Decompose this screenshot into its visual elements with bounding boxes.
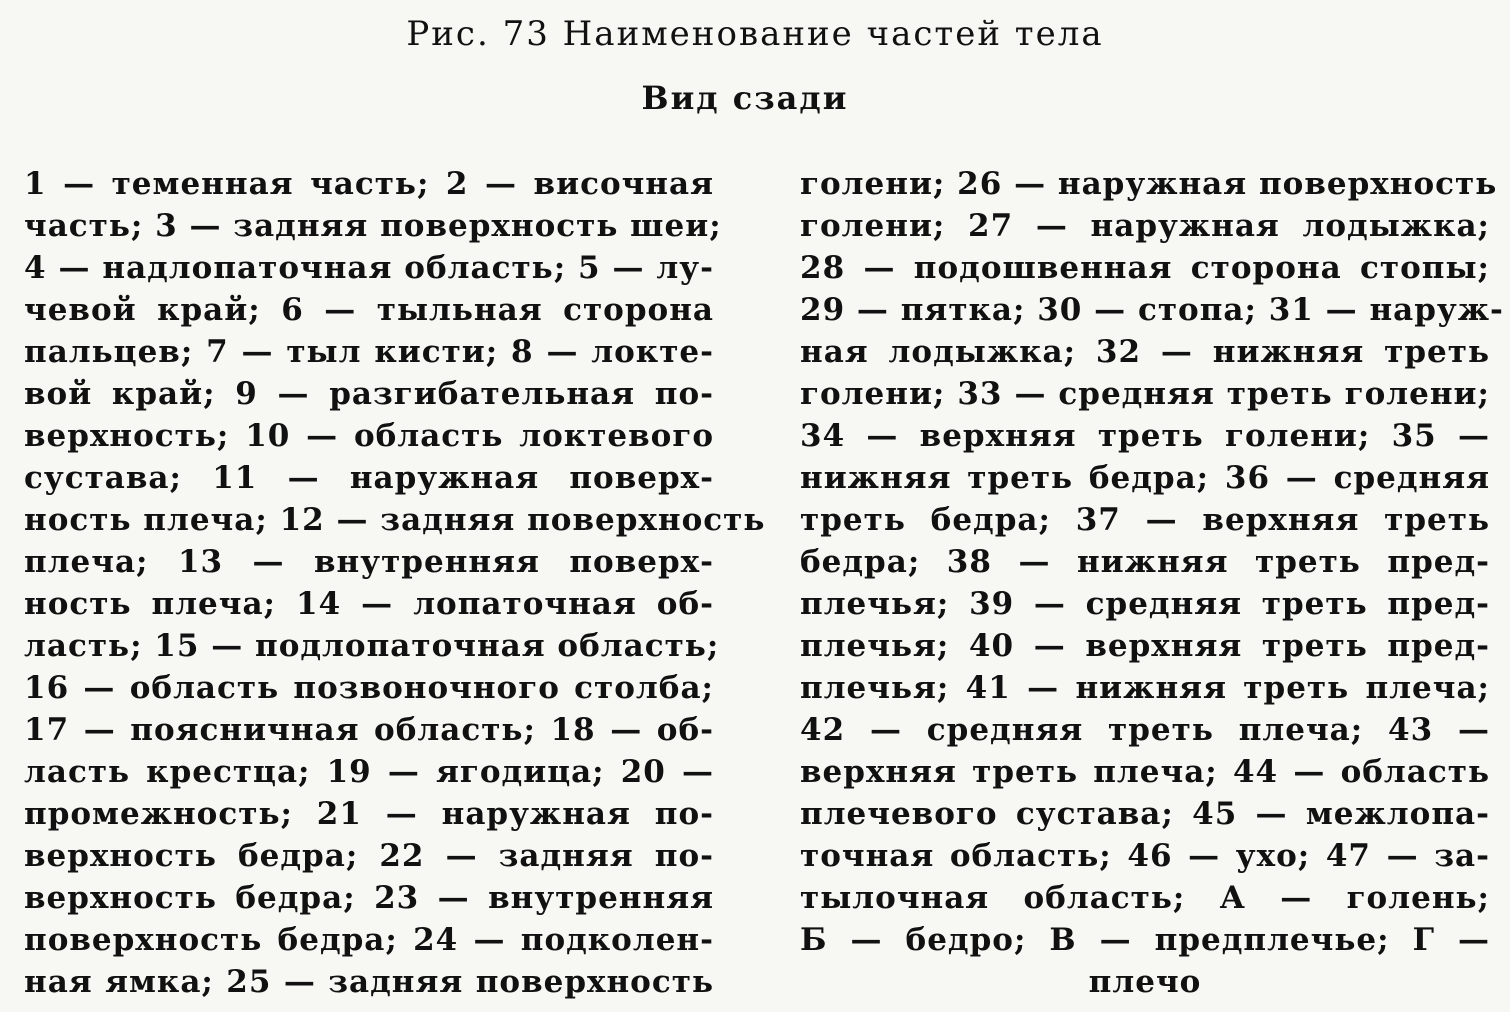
legend-line: вой край; 9 — разгибательная по- [24,376,714,412]
legend-line: 28 — подошвенная сторона стопы; [800,250,1490,286]
legend-line: плечевого сустава; 45 — межлопа- [800,796,1490,832]
legend-line: 42 — средняя треть плеча; 43 — [800,712,1490,748]
legend-line: верхность бедра; 23 — внутренняя [24,880,714,916]
legend-line: 1 — теменная часть; 2 — височная [24,166,714,202]
legend-line: Б — бедро; В — предплечье; Г — [800,922,1490,958]
legend-line: голени; 26 — наружная поверхность [800,166,1498,202]
legend-line: ная ямка; 25 — задняя поверхность [24,964,714,1000]
legend-line: тылочная область; А — голень; [800,880,1490,916]
legend-line: ность плеча; 12 — задняя поверхность [24,502,766,538]
legend-line: верхность; 10 — область локтевого [24,418,714,454]
legend-line: 4 — надлопаточная область; 5 — лу- [24,250,714,286]
legend-line: плечья; 40 — верхняя треть пред- [800,628,1490,664]
legend-line: бедра; 38 — нижняя треть пред- [800,544,1490,580]
legend-line: точная область; 46 — ухо; 47 — за- [800,838,1490,874]
legend-line: пальцев; 7 — тыл кисти; 8 — локте- [24,334,714,370]
legend-line: 29 — пятка; 30 — стопа; 31 — наруж- [800,292,1504,328]
figure-title: Рис. 73 Наименование частей тела [406,14,1104,54]
legend-line: плечья; 39 — средняя треть пред- [800,586,1490,622]
legend-line: верхняя треть плеча; 44 — область [800,754,1490,790]
legend-line: 16 — область позвоночного столба; [24,670,714,706]
legend-line: чевой край; 6 — тыльная сторона [24,292,714,328]
legend-line: ласть крестца; 19 — ягодица; 20 — [24,754,714,790]
legend-line: плечо [1088,964,1202,1000]
legend-line: поверхность бедра; 24 — подколен- [24,922,714,958]
legend-column-right [800,163,1504,1003]
legend-line: плечья; 41 — нижняя треть плеча; [800,670,1490,706]
legend-line: ность плеча; 14 — лопаточная об- [24,586,714,622]
legend-line: 17 — поясничная область; 18 — об- [24,712,714,748]
legend-line: треть бедра; 37 — верхняя треть [800,502,1490,538]
legend-line: нижняя треть бедра; 36 — средняя [800,460,1490,496]
legend-line: ласть; 15 — подлопаточная область; [24,628,720,664]
legend-line: голени; 33 — средняя треть голени; [800,376,1490,412]
legend-column-left [24,163,766,1003]
legend-line: часть; 3 — задняя поверхность шеи; [24,208,722,244]
legend-line: промежность; 21 — наружная по- [24,796,714,832]
legend-line: сустава; 11 — наружная поверх- [24,460,714,496]
legend-line: 34 — верхняя треть голени; 35 — [800,418,1490,454]
legend-line: голени; 27 — наружная лодыжка; [800,208,1490,244]
figure-subtitle: Вид сзади [641,79,849,117]
legend-line: плеча; 13 — внутренняя поверх- [24,544,714,580]
legend-line: ная лодыжка; 32 — нижняя треть [800,334,1490,370]
legend-line: верхность бедра; 22 — задняя по- [24,838,714,874]
